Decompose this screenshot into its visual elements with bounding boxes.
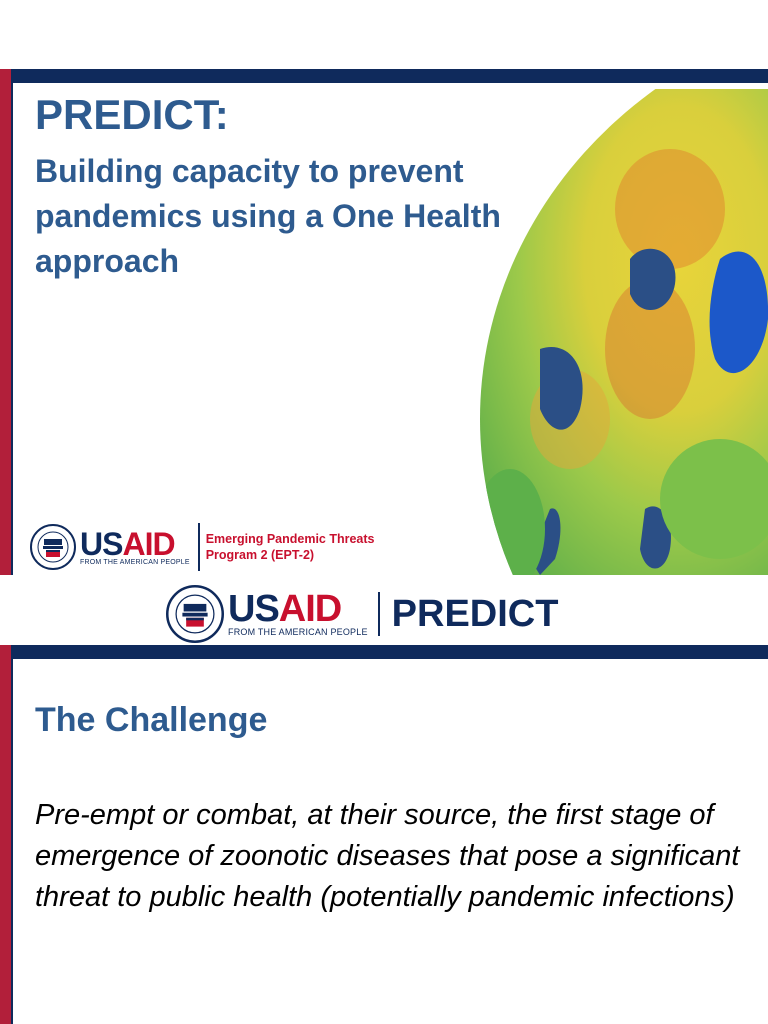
program-line-1: Emerging Pandemic Threats xyxy=(205,532,375,546)
slide-title: The Challenge xyxy=(35,701,268,739)
brand-aid: AID xyxy=(122,525,175,562)
usaid-seal-icon xyxy=(30,524,76,570)
usaid-seal-icon xyxy=(166,585,224,643)
slide-title: PREDICT: xyxy=(35,91,229,138)
slide-side-bar xyxy=(0,645,13,1024)
program-name xyxy=(206,531,375,563)
logo-divider xyxy=(198,523,200,571)
slide-side-bar xyxy=(0,69,13,575)
program-line-2: Program 2 (EPT-2) xyxy=(205,548,315,562)
predict-wordmark: PREDICT xyxy=(391,592,559,635)
slide-body-text: Pre-empt or combat, at their source, the first stage of emergence of zoonotic diseases that pose a significant threat to public health (potentially pandemic infections) xyxy=(35,799,740,913)
brand-us: US xyxy=(80,525,123,562)
slide-subtitle: Building capacity to prevent pandemics using a One Health approach xyxy=(35,153,501,279)
usaid-predict-banner xyxy=(0,575,768,645)
logo-divider xyxy=(378,592,380,636)
usaid-ept2-logo xyxy=(30,522,375,572)
brand-us: US xyxy=(228,588,279,630)
slide-top-bar xyxy=(0,69,768,83)
title-slide xyxy=(0,69,768,575)
slide-top-bar xyxy=(0,645,768,659)
challenge-slide xyxy=(0,645,768,1024)
usaid-tagline: FROM THE AMERICAN PEOPLE xyxy=(228,627,368,637)
brand-aid: AID xyxy=(278,588,342,630)
usaid-tagline: FROM THE AMERICAN PEOPLE xyxy=(80,558,190,566)
